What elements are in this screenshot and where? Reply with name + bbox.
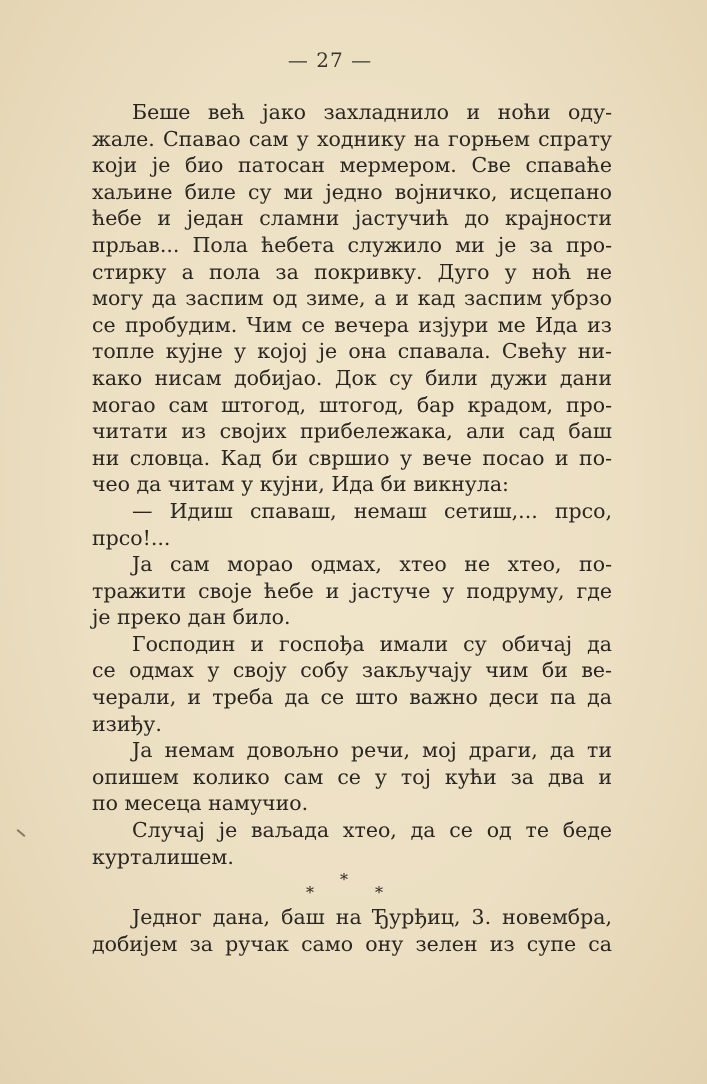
text-line: — Идиш спаваш, немаш сетиш,... прсо, (132, 498, 612, 523)
text-line: тражити своје ћебе и јастуче у подруму, где (92, 578, 612, 603)
text-line: Ја немам довољно речи, мој драги, да ти (132, 738, 612, 763)
text-line: који је био патосан мермером. Све спаваће (92, 153, 612, 178)
text-line: стирку а пола за покривку. Дуго у ноћ не (92, 259, 612, 284)
text-line: жале. Спавао сам у ходнику на горњем спрату (92, 126, 612, 151)
text-line: Ја сам морао одмах, хтео не хтео, по- (132, 552, 612, 577)
text-line: курталишем. (92, 844, 234, 869)
text-line: могу да заспим од зиме, а и кад заспим убрзо (92, 286, 612, 311)
body-text (92, 99, 612, 957)
text-line: ћебе и један сламни јастучић до крајности (92, 206, 612, 231)
text-line: како нисам добијао. Док су били дужи дани (92, 365, 612, 390)
text-line: прсо!... (92, 525, 171, 550)
text-line: топле кујне у којој је она спавала. Свећу ни- (92, 339, 612, 364)
paragraphs-after-break (92, 904, 612, 957)
text-line: по месеца намучио. (92, 791, 309, 816)
text-line: изиђу. (92, 711, 162, 736)
text-line: се одмах у своју собу закључају чим би ве- (92, 658, 612, 683)
text-line: чео да читам у кујни, Ида би викнула: (92, 472, 509, 497)
text-line: могао сам штогод, штогод, бар крадом, про- (92, 392, 612, 417)
text-line: добијем за ручак само ону зелен из супе са (92, 931, 612, 956)
text-line: се пробудим. Чим се вечера изјури ме Ида из (92, 312, 612, 337)
text-line: черали, и треба да се што важно деси па да (92, 685, 612, 710)
text-line: је преко дан било. (92, 605, 291, 630)
asterisk: * (306, 883, 314, 903)
text-line: ни словца. Кад би свршио у вече посао и по- (92, 445, 612, 470)
text-line: Господин и госпођа имали су обичај да (132, 631, 612, 656)
section-break-asterism (92, 872, 612, 902)
paragraphs-main (92, 99, 612, 870)
text-line: Случај је ваљада хтео, да се од те беде (132, 818, 612, 843)
text-line: хаљине биле су ми једно војничко, исцепано (92, 179, 612, 204)
text-line: Једног дана, баш на Ђурђиц, 3. новембра, (132, 905, 612, 930)
margin-mark (17, 829, 26, 837)
asterisk: * (375, 883, 383, 903)
text-line: опишем колико сам се у тој кући за два и (92, 764, 612, 789)
text-line: Беше већ јако захладнило и ноћи оду- (132, 100, 612, 124)
text-line: прљав... Пола ћебета служило ми је за про- (92, 232, 612, 257)
text-line: читати из својих прибележака, али сад баш (92, 419, 612, 444)
asterisk: * (340, 870, 348, 890)
page-number: — 27 — (287, 48, 373, 72)
